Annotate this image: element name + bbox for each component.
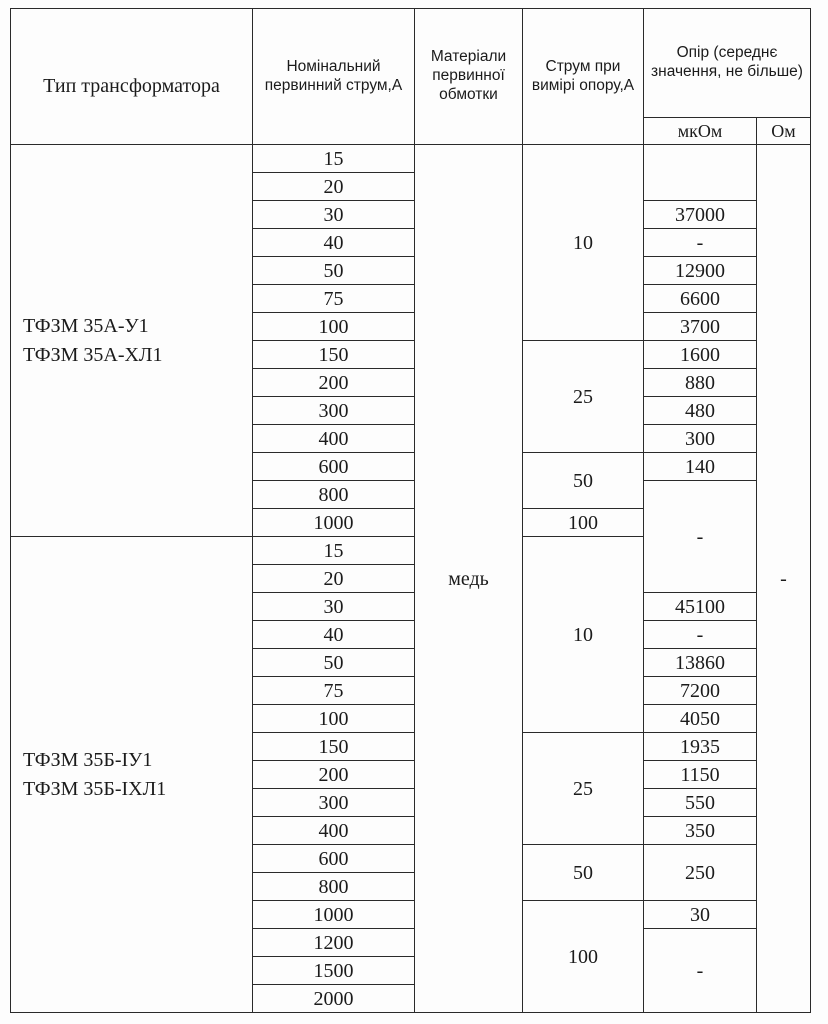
measure-current-cell: 25: [523, 733, 644, 845]
resistance-cell: -: [644, 229, 757, 257]
measure-current-cell: 10: [523, 145, 644, 341]
current-cell: 20: [253, 565, 415, 593]
resistance-cell: 6600: [644, 285, 757, 313]
current-cell: 50: [253, 649, 415, 677]
resistance-cell: 13860: [644, 649, 757, 677]
current-cell: 100: [253, 313, 415, 341]
header-row: [11, 9, 811, 118]
current-cell: 20: [253, 173, 415, 201]
resistance-cell: 1935: [644, 733, 757, 761]
measure-current-cell: 25: [523, 341, 644, 453]
resistance-cell: 12900: [644, 257, 757, 285]
current-cell: 200: [253, 761, 415, 789]
resistance-cell: 140: [644, 453, 757, 481]
type-name: ТФЗМ 35А-У1: [23, 314, 149, 337]
current-cell: 15: [253, 145, 415, 173]
resistance-cell: 7200: [644, 677, 757, 705]
resistance-cell: -: [644, 621, 757, 649]
current-cell: 50: [253, 257, 415, 285]
resistance-cell: 480: [644, 397, 757, 425]
header-winding-material: Матеріали первинної обмотки: [415, 9, 523, 145]
header-nominal-current: Номінальний первинний струм,А: [253, 9, 415, 145]
resistance-cell: -: [644, 929, 757, 1013]
measure-current-cell: 100: [523, 901, 644, 1013]
resistance-cell: 880: [644, 369, 757, 397]
resistance-cell: 250: [644, 845, 757, 901]
resistance-cell-empty: [644, 145, 757, 201]
ohm-cell: -: [757, 145, 811, 1013]
current-cell: 30: [253, 201, 415, 229]
header-unit-ohm: Ом: [757, 118, 811, 145]
current-cell: 40: [253, 621, 415, 649]
resistance-cell: 350: [644, 817, 757, 845]
resistance-cell: 1600: [644, 341, 757, 369]
type-name: ТФЗМ 35Б-IУ1: [23, 748, 153, 771]
header-measure-current: Струм при вимірі опору,А: [523, 9, 644, 145]
current-cell: 600: [253, 453, 415, 481]
current-cell: 400: [253, 817, 415, 845]
current-cell: 800: [253, 873, 415, 901]
current-cell: 2000: [253, 985, 415, 1013]
current-cell: 1200: [253, 929, 415, 957]
current-cell: 300: [253, 789, 415, 817]
resistance-cell: 4050: [644, 705, 757, 733]
resistance-cell: 1150: [644, 761, 757, 789]
current-cell: 400: [253, 425, 415, 453]
header-type: Тип трансформатора: [11, 9, 253, 145]
current-cell: 40: [253, 229, 415, 257]
current-cell: 800: [253, 481, 415, 509]
current-cell: 1000: [253, 509, 415, 537]
resistance-cell: 550: [644, 789, 757, 817]
current-cell: 150: [253, 733, 415, 761]
current-cell: 75: [253, 285, 415, 313]
measure-current-cell: 10: [523, 537, 644, 733]
type-name: ТФЗМ 35А-ХЛ1: [23, 343, 163, 366]
table-row: [11, 145, 811, 173]
current-cell: 300: [253, 397, 415, 425]
header-resistance: Опір (середнє значення, не більше): [644, 9, 811, 118]
header-unit-micro-ohm: мкОм: [644, 118, 757, 145]
current-cell: 150: [253, 341, 415, 369]
current-cell: 600: [253, 845, 415, 873]
resistance-cell: 300: [644, 425, 757, 453]
resistance-cell: 3700: [644, 313, 757, 341]
type-name: ТФЗМ 35Б-IХЛ1: [23, 777, 167, 800]
resistance-cell: -: [644, 481, 757, 593]
current-cell: 1500: [253, 957, 415, 985]
current-cell: 75: [253, 677, 415, 705]
current-cell: 100: [253, 705, 415, 733]
transformer-resistance-table: [10, 8, 811, 1013]
resistance-cell: 30: [644, 901, 757, 929]
current-cell: 15: [253, 537, 415, 565]
current-cell: 200: [253, 369, 415, 397]
measure-current-cell: 50: [523, 845, 644, 901]
current-cell: 30: [253, 593, 415, 621]
current-cell: 1000: [253, 901, 415, 929]
material-cell: медь: [415, 145, 523, 1013]
type-cell-group-2: [11, 537, 253, 1013]
measure-current-cell: 50: [523, 453, 644, 509]
resistance-cell: 37000: [644, 201, 757, 229]
measure-current-cell: 100: [523, 509, 644, 537]
type-cell-group-1: [11, 145, 253, 537]
resistance-cell: 45100: [644, 593, 757, 621]
